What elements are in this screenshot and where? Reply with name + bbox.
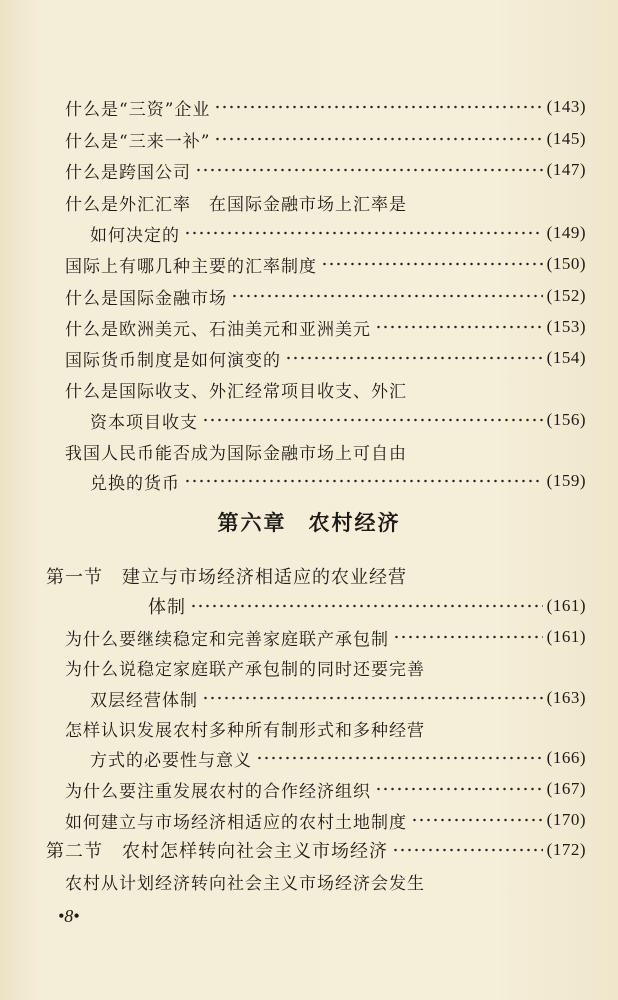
toc-entry (65, 866, 425, 896)
entry-title: 我国人民币能否成为国际金融市场上可自由 (65, 443, 407, 464)
chapter-title: 农村经济 (308, 511, 401, 535)
section-title: 第二节 农村怎样转向社会主义市场经济 (46, 841, 388, 862)
entry-title: 什么是外汇汇率 在国际金融市场上汇率是 (65, 194, 407, 215)
page-number: •8• (58, 906, 80, 926)
dot-leader (256, 743, 543, 773)
toc-entry (65, 374, 407, 404)
entry-title: 方式的必要性与意义 (90, 750, 252, 771)
entry-title: 资本项目收支 (90, 412, 198, 433)
entry-title: 为什么要注重发展农村的合作经济组织 (65, 781, 371, 802)
dot-leader (375, 774, 543, 804)
toc-entry (65, 713, 425, 743)
dot-leader (375, 312, 543, 342)
entry-title: 什么是国际收支、外汇经常项目收支、外汇 (65, 381, 407, 402)
toc-entry (90, 683, 586, 713)
entry-page: (150) (546, 254, 586, 273)
entry-title: 农村从计划经济转向社会主义市场经济会发生 (65, 873, 425, 894)
entry-title: 如何建立与市场经济相适应的农村土地制度 (65, 812, 407, 833)
entry-title: 国际上有哪几种主要的汇率制度 (65, 256, 317, 277)
chapter-number: 第六章 (217, 511, 287, 535)
toc-entry (90, 743, 586, 773)
entry-title: 怎样认识发展农村多种所有制形式和多种经营 (65, 720, 425, 741)
dot-leader (195, 155, 543, 185)
entry-title: 什么是欧洲美元、石油美元和亚洲美元 (65, 319, 371, 340)
toc-entry (65, 281, 586, 311)
dot-leader (214, 92, 542, 122)
toc-entry (65, 124, 586, 154)
toc-entry (65, 155, 586, 185)
entry-page: (172) (546, 840, 586, 859)
toc-entry (65, 92, 586, 122)
dot-leader (214, 124, 542, 154)
entry-page: (161) (546, 627, 586, 646)
entry-page: (147) (546, 160, 586, 179)
entry-title: 为什么说稳定家庭联产承包制的同时还要完善 (65, 659, 425, 680)
toc-entry (90, 218, 586, 248)
entry-page: (161) (546, 596, 586, 615)
toc-entry (65, 436, 407, 466)
dot-leader (190, 591, 543, 621)
entry-title: 什么是国际金融市场 (65, 288, 227, 309)
dot-leader (411, 805, 543, 835)
dot-leader (202, 405, 543, 435)
entry-page: (156) (546, 410, 586, 429)
toc-entry (65, 652, 425, 682)
section-heading (148, 591, 586, 621)
toc-entry (65, 774, 586, 804)
entry-page: (149) (546, 223, 586, 242)
dot-leader (184, 218, 543, 248)
entry-page: (167) (546, 779, 586, 798)
chapter-heading (0, 507, 618, 537)
toc-entry (65, 187, 407, 217)
section-heading (46, 561, 407, 591)
section-title: 体制 (148, 597, 186, 618)
dot-leader (184, 466, 543, 496)
toc-entry (65, 249, 586, 279)
entry-title: 兑换的货币 (90, 473, 180, 494)
dot-leader (231, 281, 543, 311)
entry-title: 什么是跨国公司 (65, 162, 191, 183)
dot-leader (202, 683, 543, 713)
dot-leader (393, 622, 543, 652)
entry-page: (170) (546, 810, 586, 829)
toc-entry (65, 805, 586, 835)
entry-page: (145) (546, 129, 586, 148)
dot-leader (392, 835, 543, 865)
entry-title: 国际货币制度是如何演变的 (65, 350, 281, 371)
entry-page: (163) (546, 688, 586, 707)
dot-leader (321, 249, 543, 279)
section-title: 第一节 建立与市场经济相适应的农业经营 (46, 567, 407, 588)
toc-entry (65, 343, 586, 373)
entry-page: (152) (546, 286, 586, 305)
entry-title: 为什么要继续稳定和完善家庭联产承包制 (65, 629, 389, 650)
entry-title: 双层经营体制 (90, 690, 198, 711)
dot-leader (285, 343, 543, 373)
toc-entry (90, 466, 586, 496)
entry-page: (143) (546, 97, 586, 116)
toc-entry (65, 622, 586, 652)
entry-page: (153) (546, 317, 586, 336)
toc-entry (65, 312, 586, 342)
entry-page: (159) (546, 471, 586, 490)
entry-title: 什么是“三来一补” (65, 131, 211, 152)
entry-page: (166) (546, 748, 586, 767)
entry-title: 如何决定的 (90, 225, 180, 246)
section-heading (46, 835, 586, 865)
entry-page: (154) (546, 348, 586, 367)
toc-entry (90, 405, 586, 435)
entry-title: 什么是“三资”企业 (65, 99, 211, 120)
